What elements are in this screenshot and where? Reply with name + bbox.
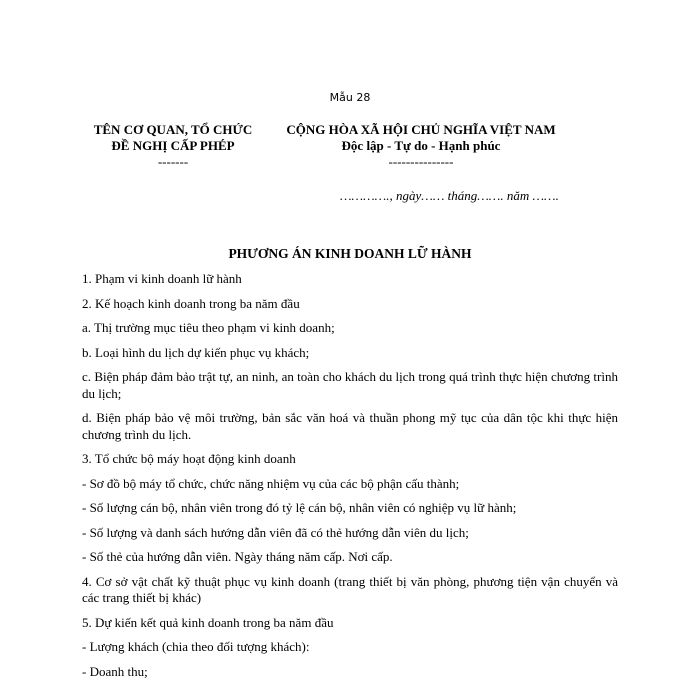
paragraph: - Lượng khách (chia theo đối tượng khách): (82, 639, 310, 654)
paragraph: - Số thẻ của hướng dẫn viên. Ngày tháng năm cấp. Nơi cấp. (82, 549, 393, 564)
form-number: Mẫu 28 (329, 91, 371, 104)
paragraph: b. Loại hình du lịch dự kiến phục vụ khách; (82, 344, 310, 360)
national-title: CỘNG HÒA XÃ HỘI CHỦ NGHĨA VIỆT NAM (286, 122, 556, 137)
document-body (82, 271, 618, 688)
paragraph: - Số lượng và danh sách hướng dẫn viên đã có thẻ hướng dẫn viên du lịch; (82, 524, 469, 540)
national-motto: Độc lập - Tự do - Hạnh phúc (341, 138, 501, 153)
organization-name: TÊN CƠ QUAN, TỔ CHỨC (93, 122, 253, 137)
paragraph: 2. Kế hoạch kinh doanh trong ba năm đầu (82, 295, 300, 311)
paragraph: a. Thị trường mục tiêu theo phạm vi kinh doanh; (82, 320, 335, 335)
left-separator: ------- (157, 154, 189, 169)
paragraph: - Số lượng cán bộ, nhân viên trong đó tỷ lệ cán bộ, nhân viên có nghiệp vụ lữ hành; (82, 500, 517, 515)
paragraph: 4. Cơ sở vật chất kỹ thuật phục vụ kinh doanh (trang thiết bị văn phòng, phương tiện vận chuyển và các trang thiết bị khác) (82, 573, 618, 605)
paragraph: - Sơ đồ bộ máy tổ chức, chức năng nhiệm vụ của các bộ phận cấu thành; (82, 475, 460, 491)
right-separator: --------------- (388, 154, 454, 169)
paragraph: 1. Phạm vi kinh doanh lữ hành (82, 271, 242, 286)
paragraph: d. Biện pháp bảo vệ môi trường, bản sắc văn hoá và thuần phong mỹ tục của dân tộc khi thực hiện chương trình du lịch. (82, 410, 618, 442)
paragraph: c. Biện pháp đảm bảo trật tự, an ninh, an toàn cho khách du lịch trong quá trình thực hiện chương trình du lịch; (82, 369, 618, 401)
document-title: PHƯƠNG ÁN KINH DOANH LỮ HÀNH (228, 246, 472, 261)
issuing-organization-header (82, 122, 264, 170)
national-header (276, 122, 566, 170)
organization-subtitle: ĐỀ NGHỊ CẤP PHÉP (111, 138, 235, 153)
paragraph: 5. Dự kiến kết quả kinh doanh trong ba năm đầu (82, 614, 334, 630)
paragraph: 3. Tổ chức bộ máy hoạt động kinh doanh (82, 451, 296, 466)
date-line: …………., ngày…… tháng……. năm ……. (340, 188, 559, 203)
paragraph: - Doanh thu; (82, 663, 148, 679)
